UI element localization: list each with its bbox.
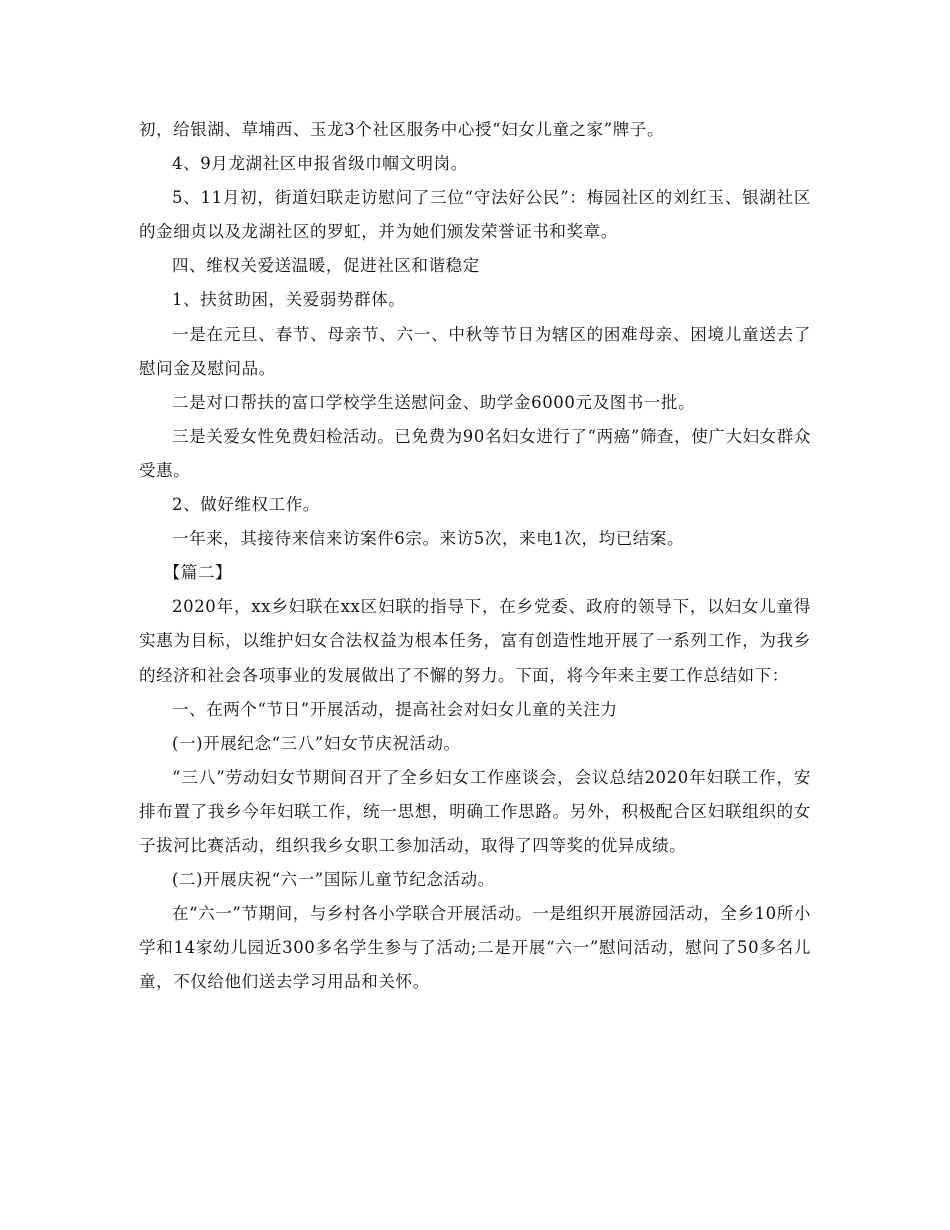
subheading-poverty-relief: 1、扶贫助困，关爱弱势群体。	[172, 290, 406, 310]
paragraph-cases: 一年来，其接待来信来访案件6宗。来访5次，来电1次，均已结案。	[172, 529, 685, 549]
subheading-rights-work: 2、做好维权工作。	[172, 495, 320, 515]
section-heading-1: 一、在两个“节日”开展活动，提高社会对妇女儿童的关注力	[172, 699, 618, 719]
paragraph-health-check: 三是关爱女性免费妇检活动。已免费为90名妇女进行了“两癌”筛查，使广大妇女群众受惠。	[139, 426, 811, 480]
paragraph-2: 4、9月龙湖社区申报省级巾帼文明岗。	[172, 154, 468, 174]
subheading-womens-day: (一)开展纪念“三八”妇女节庆祝活动。	[172, 733, 461, 753]
paragraph-school-aid: 二是对口帮扶的富口学校学生送慰问金、助学金6000元及图书一批。	[172, 392, 696, 412]
subheading-childrens-day: (二)开展庆祝“六一”国际儿童节纪念活动。	[172, 870, 495, 890]
paragraph-holiday-visits: 一是在元旦、春节、母亲节、六一、中秋等节日为辖区的困难母亲、困境儿童送去了慰问金及慰问品。	[139, 324, 811, 378]
paragraph-1: 初，给银湖、草埔西、玉龙3个社区服务中心授“妇女儿童之家”牌子。	[139, 120, 665, 139]
paragraph-womens-day: “三八”劳动妇女节期间召开了全乡妇女工作座谈会，会议总结2020年妇联工作，安排布置了我乡今年妇联工作，统一思想，明确工作思路。另外，积极配合区妇联组织的女子拔河比赛活动，组织我乡女职工参加活动，取得了四等奖的优异成绩。	[139, 767, 811, 855]
paragraph-3: 5、11月初，街道妇联走访慰问了三位“守法好公民”：梅园社区的刘红玉、银湖社区的金细贞以及龙湖社区的罗虹，并为她们颁发荣誉证书和奖章。	[139, 188, 811, 242]
section-heading-4: 四、维权关爱送温暖，促进社区和谐稳定	[172, 256, 480, 276]
paragraph-intro-2020: 2020年，xx乡妇联在xx区妇联的指导下，在乡党委、政府的领导下，以妇女儿童得实惠为目标，以维护妇女合法权益为根本任务，富有创造性地开展了一系列工作，为我乡的经济和社会各项事业的发展做出了不懈的努力。下面，将今年来主要工作总结如下：	[139, 597, 811, 685]
document-body	[139, 113, 811, 999]
paragraph-childrens-day: 在“六一”节期间，与乡村各小学联合开展活动。一是组织开展游园活动，全乡10所小学和14家幼儿园近300多名学生参与了活动;二是开展“六一”慰问活动，慰问了50多名儿童，不仅给他们送去学习用品和关怀。	[139, 904, 811, 992]
chapter-two-heading: 【篇二】	[163, 563, 233, 583]
